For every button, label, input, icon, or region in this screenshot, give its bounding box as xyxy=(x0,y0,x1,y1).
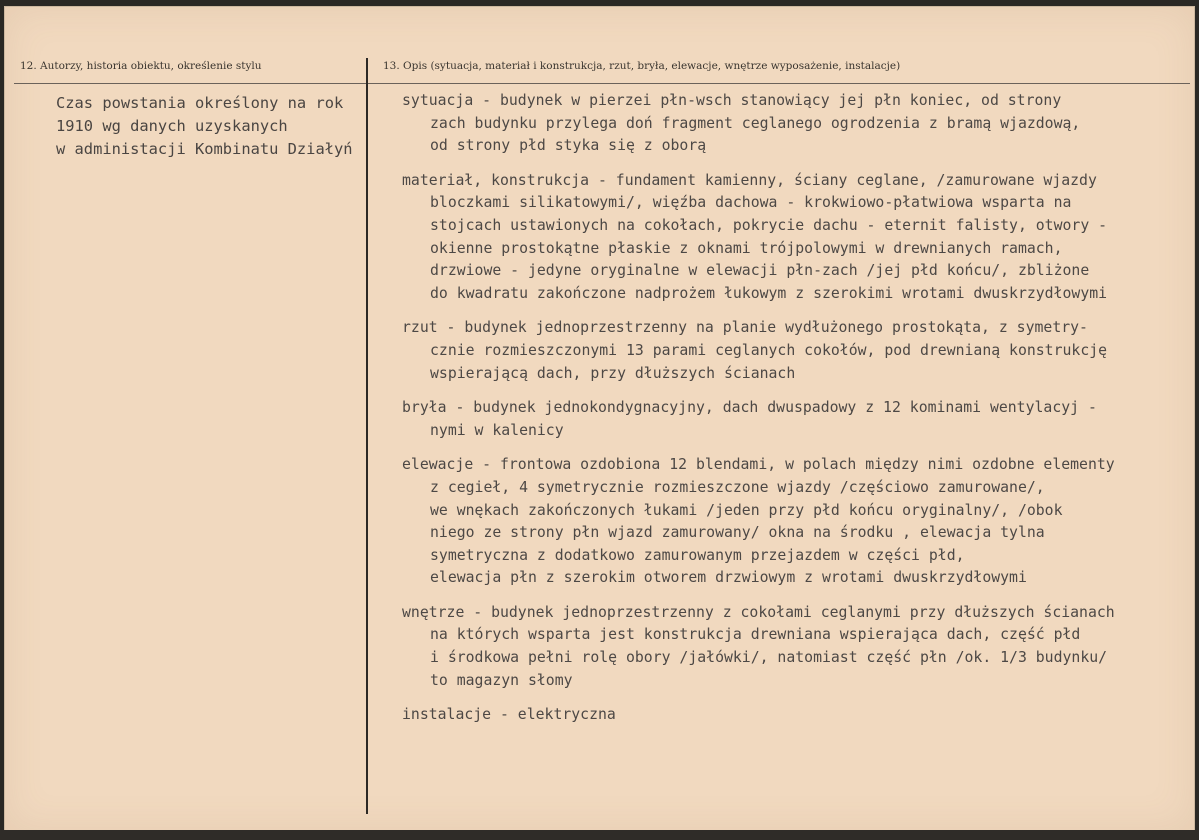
heading-rule xyxy=(14,83,1190,84)
description-line: to magazyn słomy xyxy=(430,671,573,689)
description-line: z cegieł, 4 symetrycznie rozmieszczone wjazdy /częściowo zamurowane/, xyxy=(430,478,1045,496)
description-line: nymi w kalenicy xyxy=(430,421,564,439)
description-paragraph xyxy=(402,397,1192,442)
description-line: zach budynku przylega doń fragment ceglanego ogrodzenia z bramą wjazdową, xyxy=(430,114,1081,132)
history-line: Czas powstania określony na rok xyxy=(56,94,344,112)
description-line: we wnękach zakończonych łukami /jeden przy płd końcu oryginalny/, /obok xyxy=(430,501,1063,519)
description-line: wnętrze - budynek jednoprzestrzenny z cokołami ceglanymi przy dłuższych ścianach xyxy=(402,603,1115,621)
description-paragraph xyxy=(402,704,1192,727)
description-paragraph xyxy=(402,602,1192,692)
description-line: do kwadratu zakończone nadprożem łukowym z szerokimi wrotami dwuskrzydłowymi xyxy=(430,284,1108,302)
description-line: sytuacja - budynek w pierzei płn-wsch stanowiący jej płn koniec, od strony xyxy=(402,92,1062,109)
description-line: od strony płd styka się z oborą xyxy=(430,137,707,155)
description-text xyxy=(402,90,1192,739)
section-12-heading: 12. Autorzy, historia obiektu, określenie stylu xyxy=(20,60,262,72)
history-line: 1910 wg danych uzyskanych xyxy=(56,117,288,135)
description-line: bloczkami silikatowymi/, więźba dachowa - krokwiowo-płatwiowa wsparta na xyxy=(430,194,1072,212)
description-paragraph xyxy=(402,454,1192,590)
description-line: i środkowa pełni rolę obory /jałówki/, natomiast część płn /ok. 1/3 budynku/ xyxy=(430,649,1108,667)
description-line: stojcach ustawionych na cokołach, pokrycie dachu - eternit falisty, otwory - xyxy=(430,216,1108,234)
description-line: wspierającą dach, przy dłuższych ścianach xyxy=(430,364,796,382)
history-line: w administacji Kombinatu Działyń xyxy=(56,140,353,158)
description-line: drzwiowe - jedyne oryginalne w elewacji płn-zach /jej płd końcu/, zbliżone xyxy=(430,262,1090,280)
column-divider xyxy=(366,58,368,814)
description-paragraph xyxy=(402,90,1192,158)
description-line: symetryczna z dodatkowo zamurowanym przejazdem w części płd, xyxy=(430,546,965,564)
description-line: cznie rozmieszczonymi 13 parami ceglanych cokołów, pod drewnianą konstrukcję xyxy=(430,341,1108,359)
description-line: materiał, konstrukcja - fundament kamienny, ściany ceglane, /zamurowane wjazdy xyxy=(402,171,1097,189)
description-line: elewacja płn z szerokim otworem drzwiowym z wrotami dwuskrzydłowymi xyxy=(430,569,1027,587)
description-paragraph xyxy=(402,317,1192,385)
scan-edge xyxy=(0,830,1199,840)
description-line: rzut - budynek jednoprzestrzenny na planie wydłużonego prostokąta, z symetry- xyxy=(402,319,1088,337)
history-text xyxy=(56,92,353,161)
description-line: na których wsparta jest konstrukcja drewniana wspierająca dach, część płd xyxy=(430,626,1081,644)
description-line: elewacje - frontowa ozdobiona 12 blendami, w polach między nimi ozdobne elementy xyxy=(402,456,1115,474)
section-13-heading: 13. Opis (sytuacja, materiał i konstrukcja, rzut, bryła, elewacje, wnętrze wyposażenie, instalacje) xyxy=(383,60,901,72)
description-line: okienne prostokątne płaskie z oknami trójpolowymi w drewnianych ramach, xyxy=(430,239,1063,257)
description-line: niego ze strony płn wjazd zamurowany/ okna na środku , elewacja tylna xyxy=(430,524,1045,542)
description-line: bryła - budynek jednokondygnacyjny, dach dwuspadowy z 12 kominami wentylacyj - xyxy=(402,399,1097,417)
description-line: instalacje - elektryczna xyxy=(402,706,616,724)
description-paragraph xyxy=(402,170,1192,306)
